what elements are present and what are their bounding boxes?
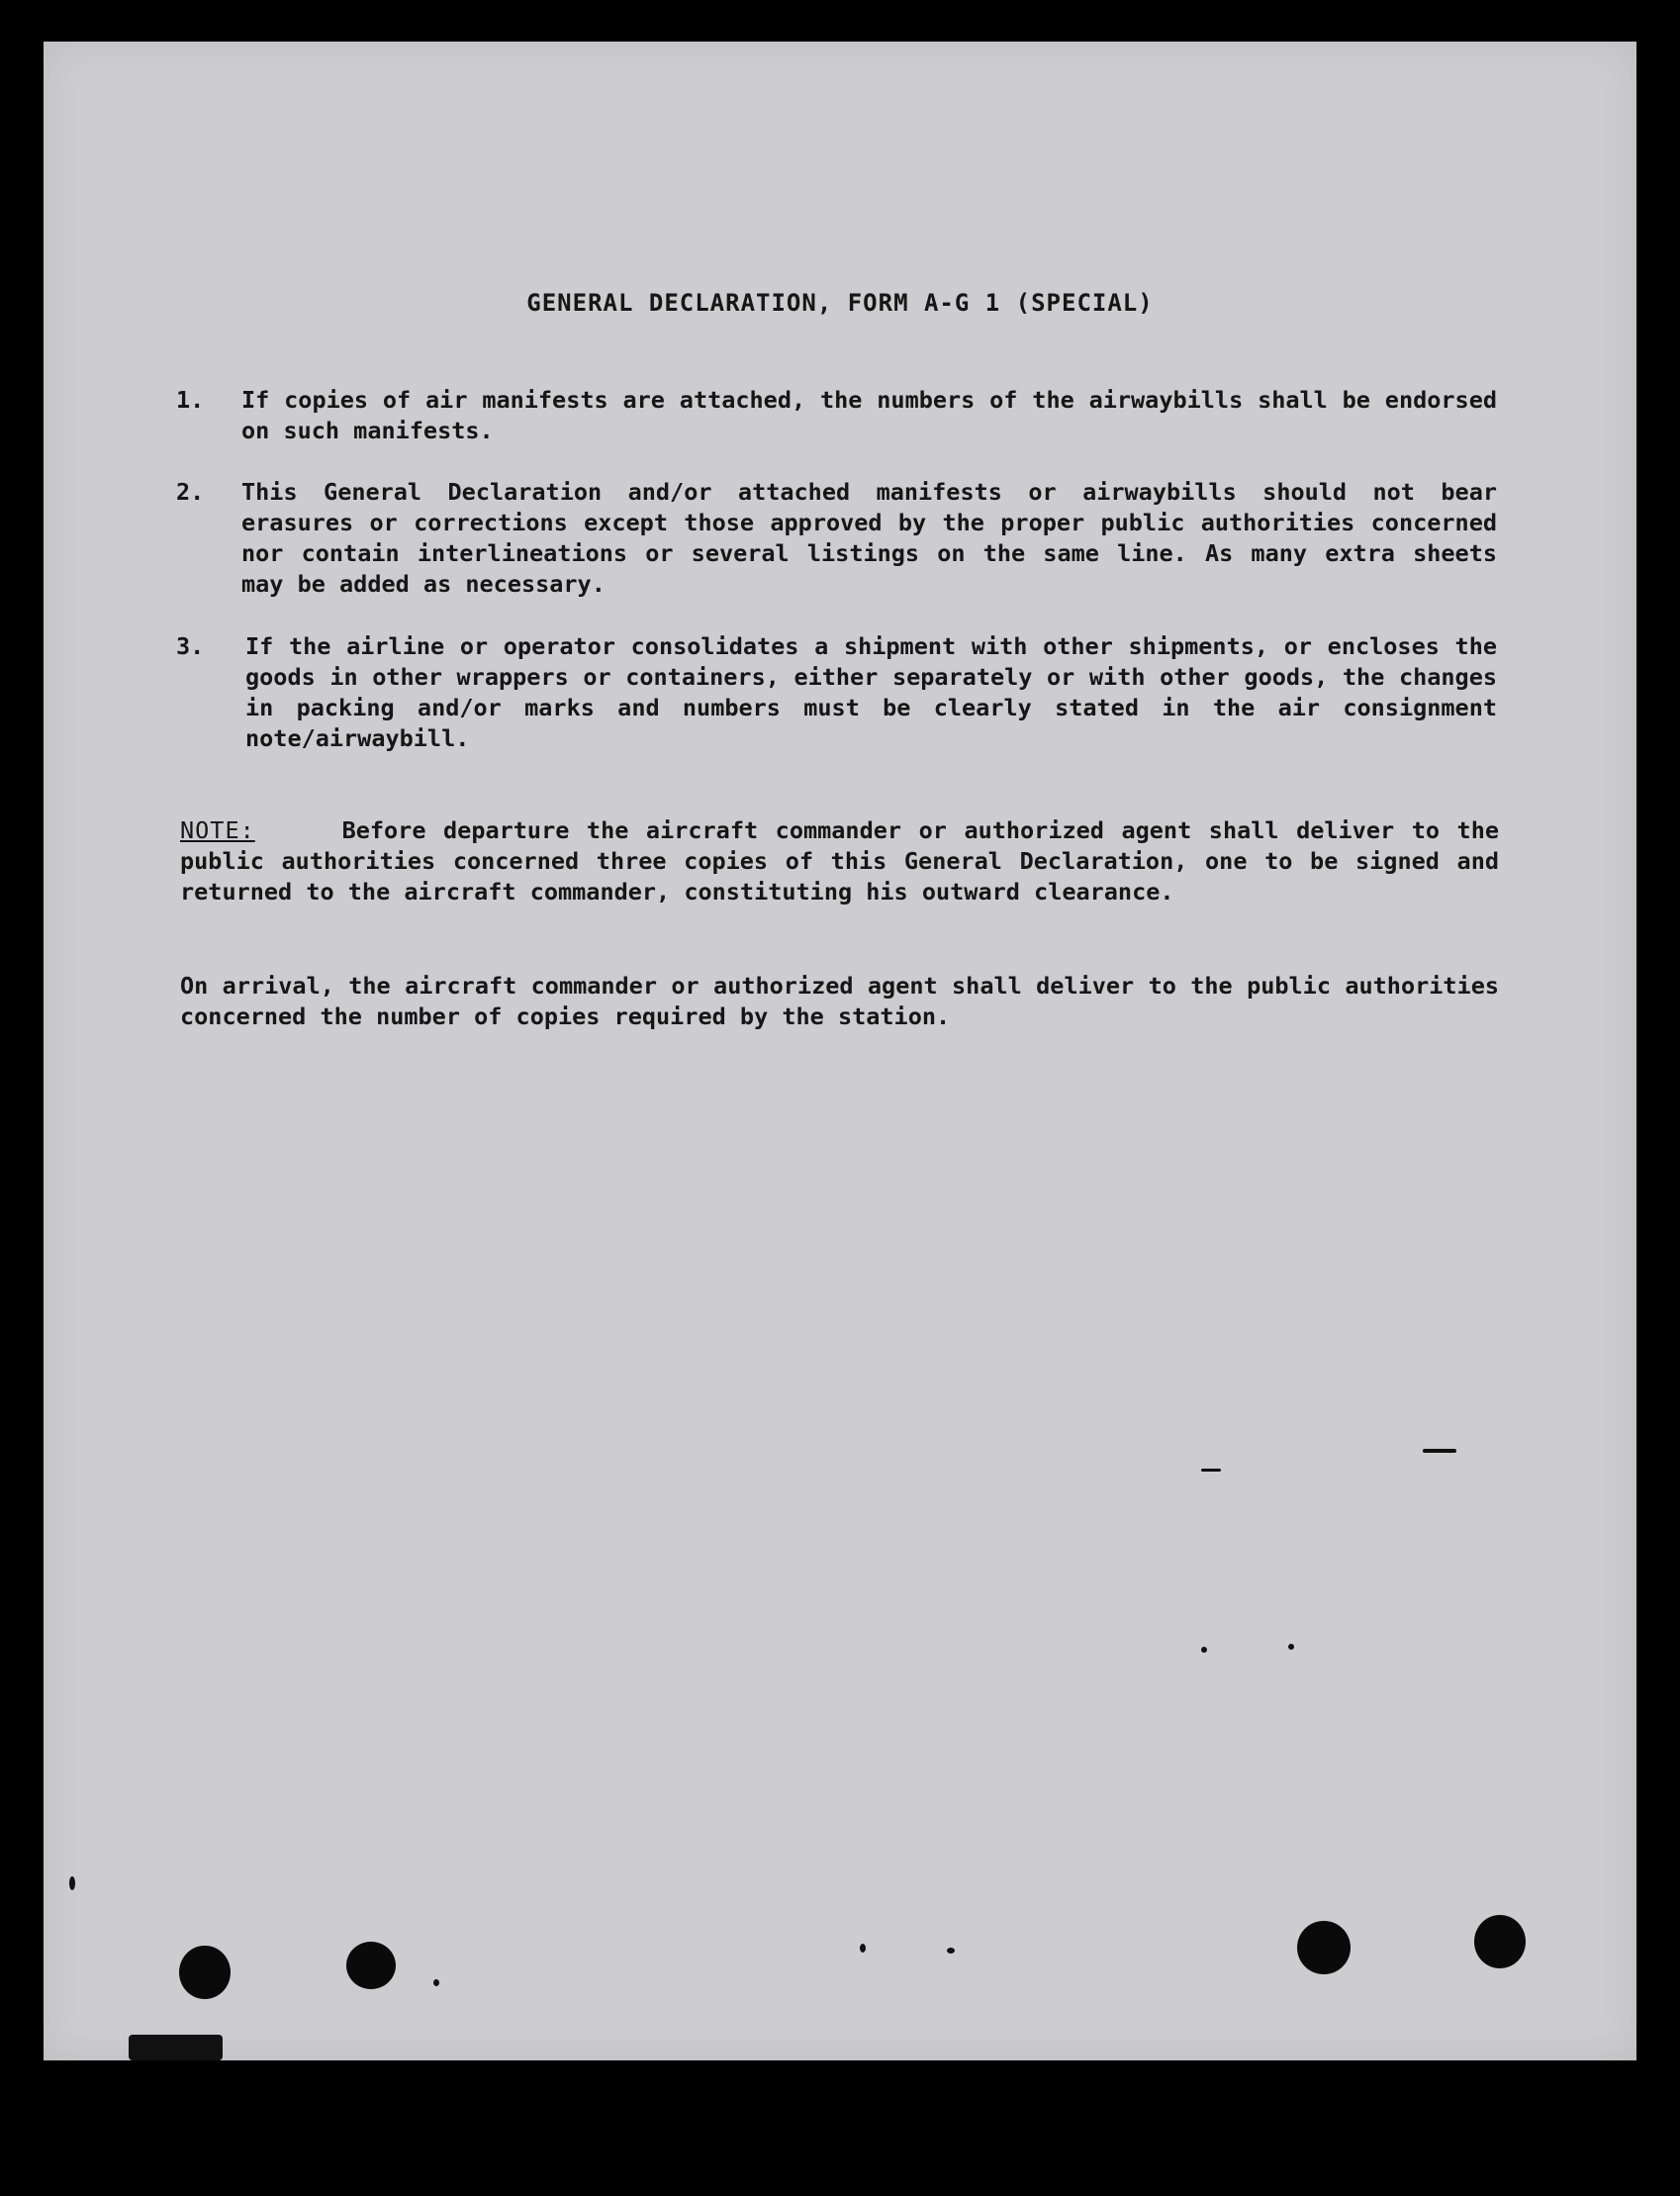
arrival-paragraph: On arrival, the aircraft commander or authorized agent shall deliver to the public authorities concerned the number of copies required by the station. — [180, 972, 1499, 1030]
list-item-2 — [176, 477, 1497, 600]
document-title: GENERAL DECLARATION, FORM A-G 1 (SPECIAL) — [526, 289, 1154, 317]
item-text: If the airline or operator consolidates a shipment with other shipments, or encloses the goods in other wrappers or containers, either separately or with other goods, the changes in packing and/or marks and numbers must be clearly stated in the air consignment note/airwaybill. — [245, 632, 1497, 752]
scan-speck — [433, 1979, 439, 1986]
punch-hole — [179, 1946, 231, 1999]
scan-speck — [129, 2035, 223, 2060]
paper-sheet — [44, 42, 1636, 2060]
item-number: 2. — [176, 478, 205, 506]
list-item-1 — [176, 385, 1497, 446]
item-number: 1. — [176, 386, 205, 414]
list-item-3 — [176, 631, 1497, 754]
note-label: NOTE: — [180, 816, 255, 844]
punch-hole — [1474, 1915, 1526, 1968]
scan-speck — [947, 1948, 955, 1954]
punch-hole — [346, 1942, 396, 1989]
item-number: 3. — [176, 632, 205, 660]
punch-hole — [1297, 1921, 1351, 1974]
scan-speck — [1288, 1644, 1294, 1650]
item-text: This General Declaration and/or attached manifests or airwaybills should not bear erasures or corrections except those approved by the proper public authorities concerned nor contain interlineations or several listings on the same line. As many extra sheets may be added as necessary. — [241, 478, 1497, 598]
scan-speck — [69, 1876, 75, 1890]
note-text: Before departure the aircraft commander or authorized agent shall deliver to the public authorities concerned three copies of this General Declaration, one to be signed and returned to the aircraft commander, constituting his outward clearance. — [180, 816, 1499, 906]
item-text: If copies of air manifests are attached, the numbers of the airwaybills shall be endorsed on such manifests. — [241, 386, 1497, 444]
note-paragraph — [180, 815, 1499, 907]
scan-speck — [860, 1944, 866, 1953]
scan-speck — [1423, 1449, 1456, 1453]
scan-speck — [1201, 1469, 1221, 1472]
scan-speck — [1201, 1647, 1207, 1653]
